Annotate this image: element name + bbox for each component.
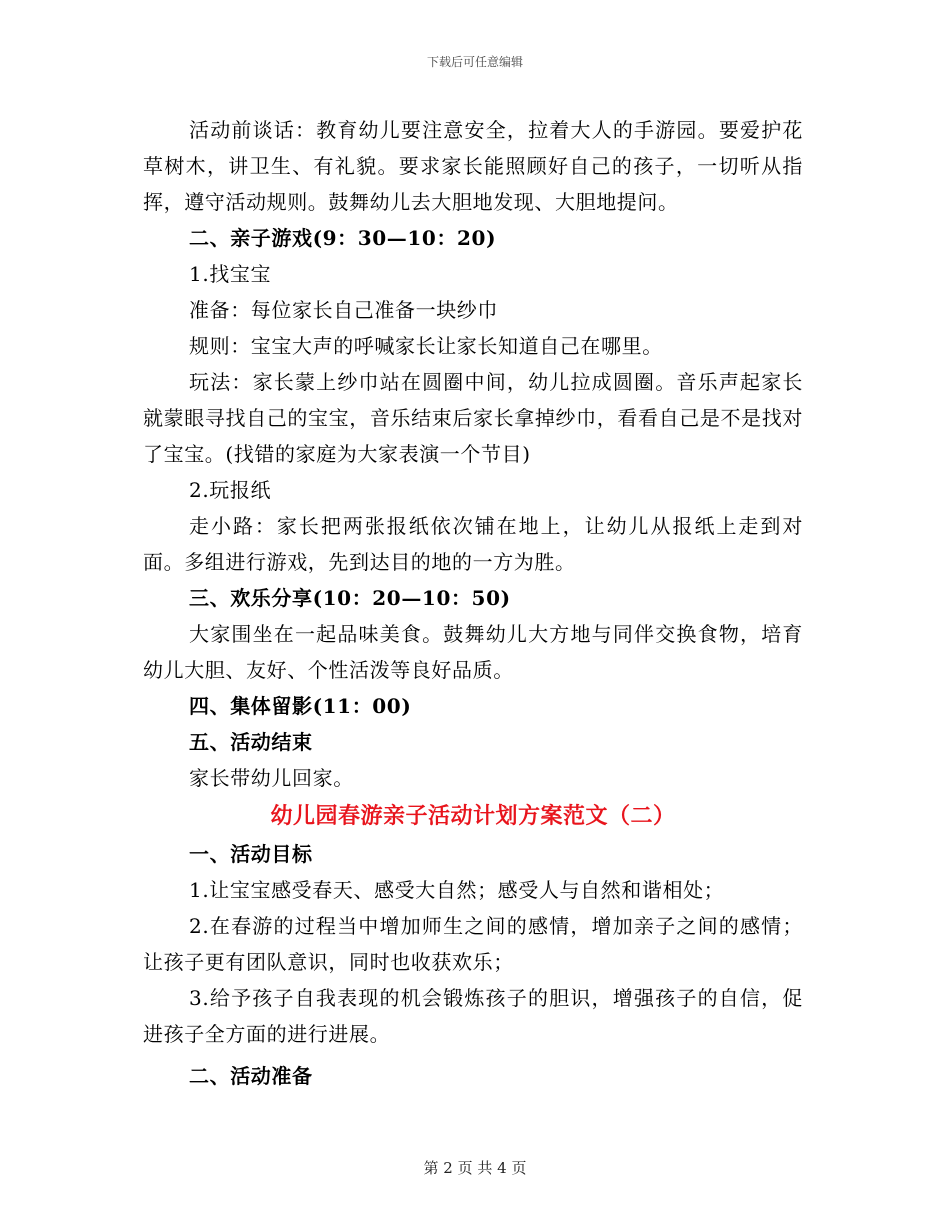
paragraph-rules: 规则：宝宝大声的呼喊家长让家长知道自己在哪里。 [189, 334, 663, 358]
paragraph-intro-talk: 活动前谈话：教育幼儿要注意安全，拉着大人的手游园。要爱护花草树木，讲卫生、有礼貌。要求家长能照顾好自己的孩子，一切听从指挥，遵守活动规则。鼓舞幼儿去大胆地发现、大胆地提问。 [143, 118, 803, 214]
document-body [143, 112, 803, 1094]
page-header: 下载后可任意编辑 [426, 55, 523, 69]
paragraph-sharing-food: 大家围坐在一起品味美食。鼓舞幼儿大方地与同伴交换食物，培育幼儿大胆、友好、个性活泼等良好品质。 [143, 622, 803, 682]
page-footer: 第 2 页 共 4 页 [423, 1159, 527, 1177]
section-title: 幼儿园春游亲子活动计划方案范文（二） [270, 803, 676, 829]
heading-activity-end: 五、活动结束 [189, 730, 313, 754]
paragraph-preparation: 准备：每位家长自己准备一块纱巾 [189, 298, 498, 322]
heading-happy-sharing: 三、欢乐分享(10：20—10：50) [189, 586, 511, 610]
goal-item-3: 3.给予孩子自我表现的机会锻炼孩子的胆识，增强孩子的自信，促进孩子全方面的进行进展。 [143, 986, 803, 1046]
paragraph-walk-path: 走小路：家长把两张报纸依次铺在地上，让幼儿从报纸上走到对面。多组进行游戏，先到达目的地的一方为胜。 [143, 514, 803, 574]
heading-activity-preparation: 二、活动准备 [189, 1064, 313, 1088]
paragraph-how-to-play: 玩法：家长蒙上纱巾站在圆圈中间，幼儿拉成圆圈。音乐声起家长就蒙眼寻找自己的宝宝，音乐结束后家长拿掉纱巾，看看自己是不是找对了宝宝。(找错的家庭为大家表演一个节目) [143, 370, 803, 466]
heading-parent-child-games: 二、亲子游戏(9：30—10：20) [189, 226, 497, 250]
subheading-find-baby: 1.找宝宝 [189, 262, 272, 286]
subheading-play-newspaper: 2.玩报纸 [189, 478, 272, 502]
paragraph-go-home: 家长带幼儿回家。 [189, 766, 354, 790]
heading-activity-goals: 一、活动目标 [189, 842, 313, 866]
heading-group-photo: 四、集体留影(11：00) [189, 694, 412, 718]
goal-item-1: 1.让宝宝感受春天、感受大自然；感受人与自然和谐相处； [189, 878, 725, 902]
goal-item-2: 2.在春游的过程当中增加师生之间的感情，增加亲子之间的感情；让孩子更有团队意识，同时也收获欢乐； [143, 914, 803, 974]
